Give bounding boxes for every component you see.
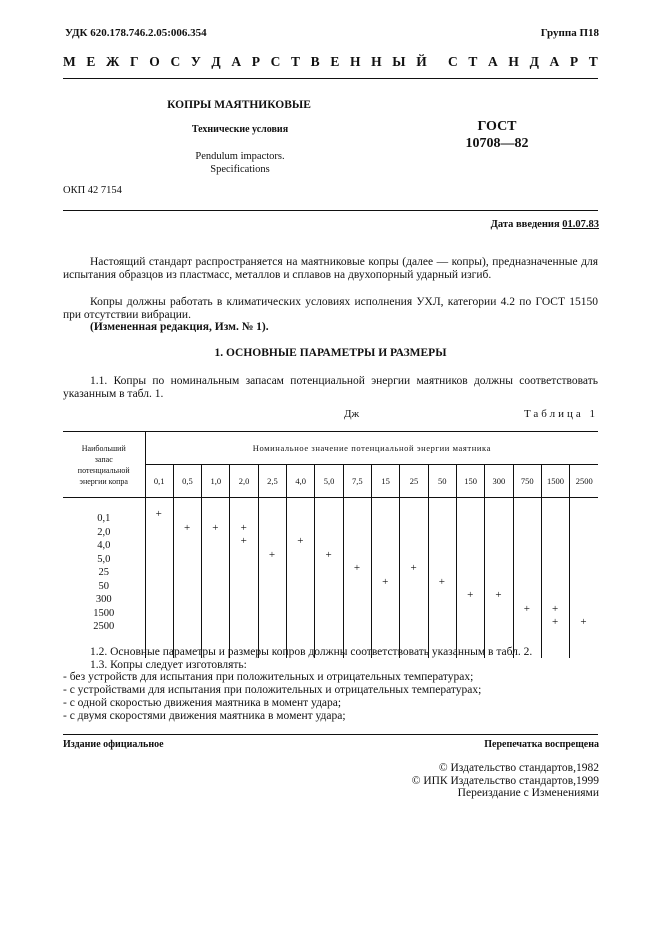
divider	[63, 734, 598, 735]
row-label: 50	[98, 580, 109, 592]
grid-column	[456, 498, 484, 658]
row-label: 4,0	[97, 540, 111, 551]
grid-column	[343, 498, 371, 658]
english-title	[150, 150, 330, 176]
row-label: 25	[98, 567, 109, 578]
column-header: 1,0	[202, 465, 230, 498]
table-mark: +	[552, 616, 559, 628]
standard-banner	[63, 54, 598, 70]
official-edition: Издание официальное	[63, 739, 164, 750]
column-header: 2,0	[230, 465, 258, 498]
grid-column	[230, 498, 258, 658]
column-header: 0,5	[173, 465, 201, 498]
divider	[63, 210, 598, 211]
table-mark: +	[580, 616, 587, 628]
banner-letter: Н	[508, 54, 519, 69]
grid-column	[173, 498, 201, 658]
table-mark: +	[410, 562, 417, 574]
row-label: 300	[95, 594, 112, 605]
grid-column	[513, 498, 541, 658]
top-header: Номинальное значение потенциальной энергии маятника	[145, 432, 598, 465]
left-header-line: Наибольший	[81, 443, 126, 453]
column-header: 150	[456, 465, 484, 498]
divider	[63, 78, 598, 79]
banner-letter: Т	[291, 54, 301, 69]
row-labels	[63, 498, 145, 658]
banner-letter: У	[190, 54, 201, 69]
english-title-line1: Pendulum impactors.	[195, 151, 285, 162]
table-mark: +	[552, 602, 559, 615]
left-header-line: запас	[94, 454, 113, 464]
left-header	[63, 432, 145, 498]
clause-1-3: 1.3. Копры следует изготовлять:	[90, 658, 247, 671]
banner-letter: Н	[349, 54, 361, 69]
list-item: - без устройств для испытания при положительных и отрицательных температурах;	[63, 671, 474, 684]
banner-letter: С	[270, 54, 281, 69]
banner-letter: С	[170, 54, 181, 69]
gost-code: 10708—82	[465, 136, 529, 151]
banner-letter: Д	[529, 54, 539, 69]
banner-letter: Ы	[392, 54, 406, 69]
column-header: 0,1	[145, 465, 173, 498]
table-mark: +	[212, 521, 219, 534]
column-header: 750	[513, 465, 541, 498]
table-caption: Таблица 1	[523, 408, 598, 420]
column-header: 5,0	[315, 465, 343, 498]
table-mark: +	[523, 602, 530, 615]
document-title: КОПРЫ МАЯТНИКОВЫЕ	[167, 99, 311, 111]
left-header-line: энергии копра	[79, 476, 128, 486]
copyright-block	[412, 762, 599, 800]
amendment-note: (Измененная редакция, Изм. № 1).	[90, 321, 269, 333]
table-mark: +	[240, 535, 247, 547]
banner-letter: В	[310, 54, 320, 69]
banner-letter: А	[231, 54, 242, 69]
row-label: 2,0	[97, 526, 111, 538]
banner-letter: М	[63, 54, 76, 69]
column-header: 4,0	[287, 465, 315, 498]
list-item: - с устройствами для испытания при положительных и отрицательных температурах;	[63, 684, 482, 697]
intro-paragraph-1: Настоящий стандарт распространяется на маятниковые копры (далее — копры), предназначенные для испытания образцов из пластмасс, металлов и сплавов на двухопорный ударный изгиб.	[63, 256, 598, 281]
column-header: 7,5	[343, 465, 371, 498]
document-subtitle: Технические условия	[191, 124, 289, 135]
table-mark: +	[183, 521, 191, 534]
grid-column	[400, 498, 428, 658]
grid-column	[202, 498, 230, 658]
banner-letter: Г	[130, 54, 139, 69]
grid-column	[485, 498, 513, 658]
column-header: 2500	[570, 465, 599, 498]
list-item: - с двумя скоростями движения маятника в момент удара;	[63, 709, 346, 722]
list-item: - с одной скоростью движения маятника в момент удара;	[63, 696, 342, 709]
banner-letter: А	[549, 54, 560, 69]
unit-label: Дж	[344, 408, 360, 420]
table-mark: +	[382, 575, 389, 588]
row-label: 0,1	[97, 513, 111, 524]
gost-label: ГОСТ	[477, 119, 517, 134]
group-code: Группа П18	[540, 27, 599, 39]
table-mark: +	[325, 548, 332, 561]
table-mark: +	[353, 562, 361, 574]
udk-code: УДК 620.178.746.2.05:006.354	[65, 27, 207, 39]
grid-column	[541, 498, 569, 658]
banner-letter: Д	[211, 54, 221, 69]
english-title-line2: Specifications	[210, 164, 270, 175]
introduction-date	[491, 219, 599, 230]
reprint-prohibited: Перепечатка воспрещена	[484, 739, 599, 750]
banner-letter: Е	[86, 54, 96, 69]
banner-letter: Т	[588, 54, 598, 69]
banner-letter: Й	[416, 54, 427, 69]
table-mark: +	[268, 548, 276, 561]
copyright-line: © Издательство стандартов,1982	[438, 762, 599, 774]
date-label: Дата введения	[490, 219, 560, 230]
column-header: 25	[400, 465, 428, 498]
grid-column	[287, 498, 315, 658]
date-value: 01.07.83	[562, 219, 599, 230]
table-mark: +	[155, 508, 162, 520]
table-mark: +	[297, 535, 304, 547]
reissue-note: Переиздание с Изменениями	[457, 787, 599, 799]
table-mark: +	[495, 589, 502, 601]
column-header: 15	[372, 465, 400, 498]
okp-code: ОКП 42 7154	[63, 185, 122, 196]
table-mark: +	[240, 521, 247, 534]
gost-number	[452, 118, 542, 152]
grid-column	[372, 498, 400, 658]
column-header: 300	[485, 465, 513, 498]
row-label: 5,0	[97, 553, 111, 565]
energy-table	[63, 431, 598, 658]
banner-letter: Н	[371, 54, 382, 69]
clause-list	[63, 646, 603, 722]
banner-letter: А	[488, 54, 498, 69]
table-mark: +	[467, 589, 474, 601]
banner-letter: Р	[251, 54, 260, 69]
clause-1-2: 1.2. Основные параметры и размеры копров должны соответствовать указанным в табл. 2.	[90, 646, 533, 658]
copyright-line: © ИПК Издательство стандартов,1999	[411, 774, 599, 787]
intro-paragraph-2: Копры должны работать в климатических условиях исполнения УХЛ, категории 4.2 по ГОСТ 15150 при отсутствии вибрации.	[63, 296, 598, 321]
grid-column	[315, 498, 343, 658]
grid-column	[570, 498, 599, 658]
banner-letter: Ж	[106, 54, 120, 69]
grid-column	[145, 498, 173, 658]
left-header-line: потенциальной	[77, 465, 130, 475]
banner-letter: О	[149, 54, 160, 69]
column-header: 1500	[541, 465, 569, 498]
grid-column	[258, 498, 286, 658]
grid-column	[428, 498, 456, 658]
column-header: 2,5	[258, 465, 286, 498]
row-label: 1500	[93, 607, 115, 619]
banner-letter: Р	[569, 54, 579, 69]
banner-letter: Т	[468, 54, 478, 69]
banner-letter: С	[447, 54, 458, 69]
banner-letter: Е	[330, 54, 340, 69]
clause-1-1: 1.1. Копры по номинальным запасам потенциальной энергии маятников должны соответствовать указанным в табл. 1.	[63, 375, 598, 400]
section-heading: 1. ОСНОВНЫЕ ПАРАМЕТРЫ И РАЗМЕРЫ	[214, 347, 447, 359]
column-header: 50	[428, 465, 456, 498]
row-label: 2500	[93, 621, 115, 632]
table-mark: +	[438, 575, 445, 588]
